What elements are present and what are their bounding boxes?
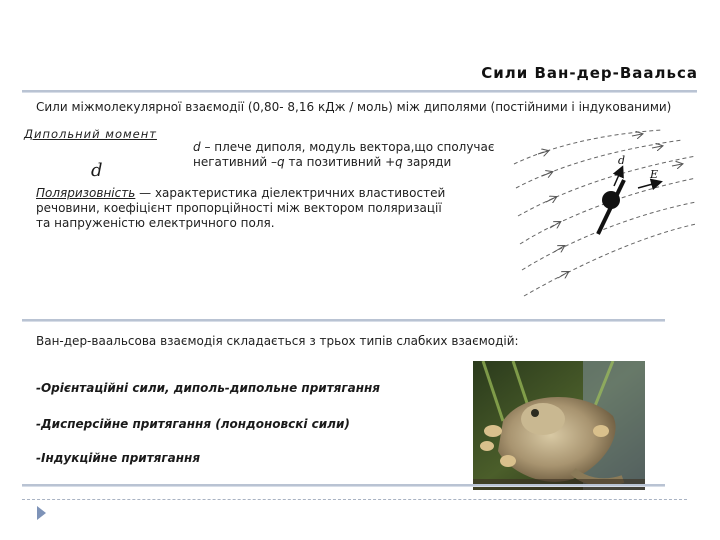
vdw-type-orientation: -Орієнтаційні сили, диполь-дипольне притягання	[36, 381, 381, 395]
label-e: E	[650, 168, 659, 181]
label-d: d	[618, 154, 626, 167]
dipole-symbol: d	[91, 160, 103, 181]
vdw-type-induction: -Індукційне притягання	[36, 451, 201, 465]
slide-title: Сили Ван-дер-Ваальса	[481, 64, 698, 82]
dipole-description	[193, 140, 513, 170]
play-triangle-icon[interactable]	[37, 506, 46, 520]
dipole-desc-part1: – плече диполя, модуль вектора,що сполучає негативний –	[193, 140, 495, 169]
dipole-desc-q2: q	[395, 155, 403, 169]
dipole-desc-part3: заряди	[402, 155, 452, 169]
dipole-field-figure	[512, 126, 698, 302]
dipole-moment-label: Дипольний момент	[24, 127, 157, 141]
top-divider	[22, 90, 697, 93]
dipole-desc-q1: q	[277, 155, 285, 169]
polarizability-definition	[36, 186, 456, 231]
middle-divider	[22, 319, 665, 322]
dipole-desc-var: d	[193, 140, 201, 154]
gecko-photo	[473, 361, 645, 490]
intro-text: Сили міжмолекулярної взаємодії (0,80- 8,16 кДж / моль) між диполями (постійними і індукованими)	[36, 100, 672, 114]
polarizability-term: Поляризовність	[36, 186, 136, 200]
dipole-center	[602, 191, 620, 209]
field-lines	[514, 130, 696, 296]
dipole-desc-part2: та позитивний +	[284, 155, 396, 169]
footer-dashed-line	[22, 499, 687, 500]
vdw-type-dispersion: -Дисперсійне притягання (лондоновскі сили)	[36, 417, 350, 431]
polarizability-text: — характеристика діелектричних властивостей речовини, коефіцієнт пропорційності між вектором поляризації та напруженістю електричного поля.	[36, 186, 446, 230]
vdw-intro-text: Ван-дер-ваальсова взаємодія складається з трьох типів слабких взаємодій:	[36, 334, 519, 348]
bottom-divider	[22, 484, 665, 487]
